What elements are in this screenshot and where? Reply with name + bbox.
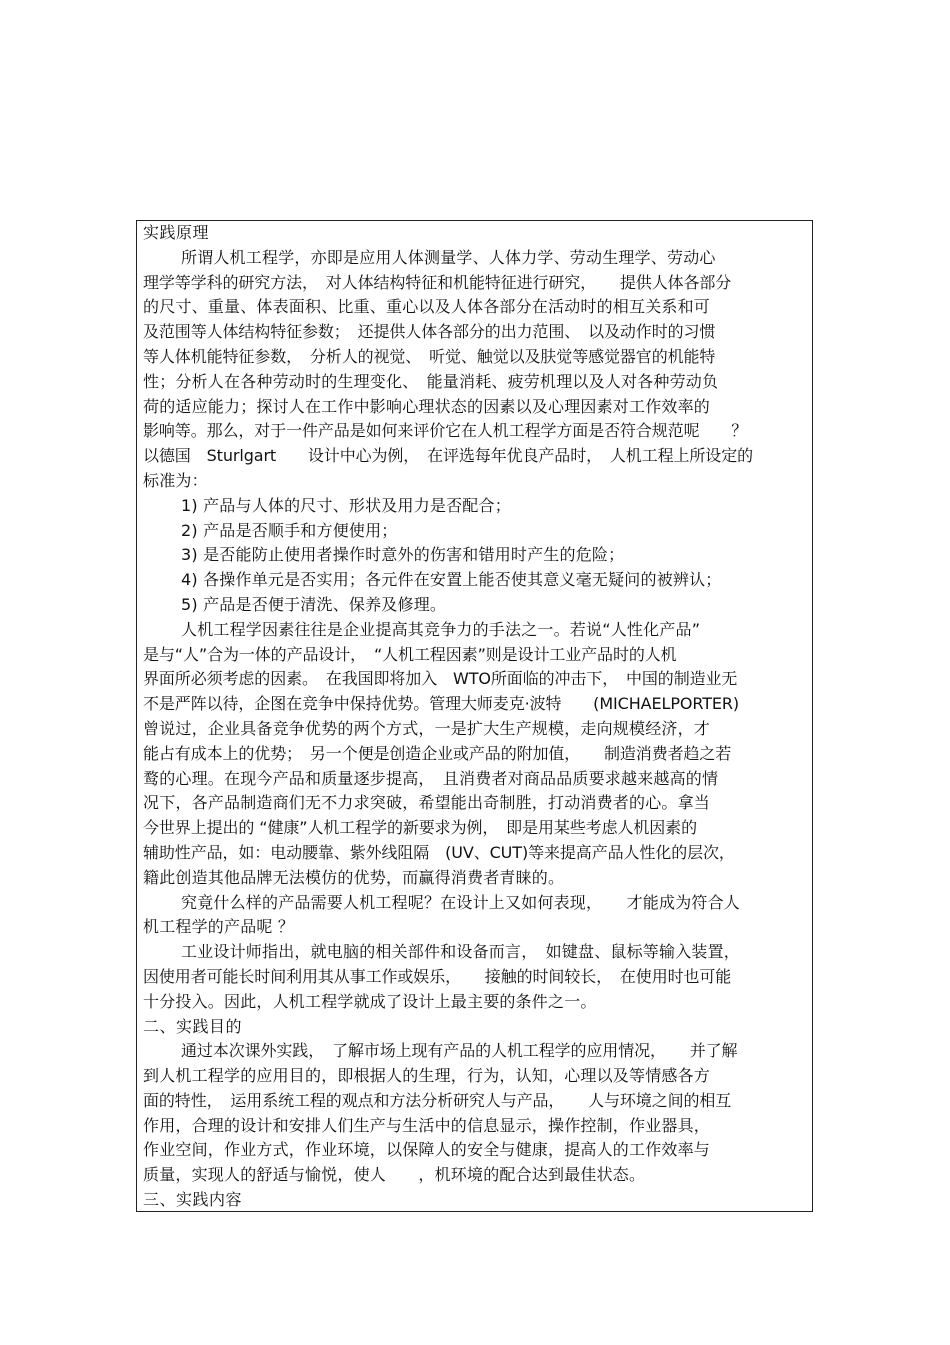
paragraph-line: 标准为：	[143, 470, 208, 490]
paragraph-line: 辅助性产品，如：电动腰靠、紫外线阻隔 (UV、CUT)等来提高产品人性化的层次，	[143, 842, 735, 862]
paragraph-line: 理学等学科的研究方法， 对人体结构特征和机能特征进行研究， 提供人体各部分	[143, 272, 732, 292]
section-heading: 三、实践内容	[143, 1190, 243, 1210]
document-text	[143, 221, 813, 1213]
paragraph-line: 面的特性， 运用系统工程的观点和方法分析研究人与产品， 人与环境之间的相互	[143, 1090, 732, 1110]
paragraph-line: 的尺寸、重量、体表面积、比重、重心以及人体各部分在活动时的相互关系和可	[143, 297, 711, 317]
paragraph-line: 荷的适应能力；探讨人在工作中影响心理状态的因素以及心理因素对工作效率的	[143, 396, 711, 416]
paragraph-line: 鹜的心理。在现今产品和质量逐步提高， 且消费者对商品品质要求越来越高的情	[143, 768, 719, 788]
paragraph-line: 十分投入。因此，人机工程学就成了设计上最主要的条件之一。	[143, 991, 597, 1011]
paragraph-line: 机工程学的产品呢 ？	[143, 917, 295, 937]
paragraph-line: 不是严阵以待，企图在竞争中保持优势。管理大师麦克·波特 (MICHAELPORTER)	[143, 694, 740, 714]
paragraph-line: 籍此创造其他品牌无法模仿的优势，而赢得消费者青睐的。	[143, 867, 565, 887]
paragraph-line: 2) 产品是否顺手和方便使用；	[181, 520, 398, 540]
paragraph-line: 通过本次课外实践， 了解市场上现有产品的人机工程学的应用情况， 并了解	[181, 1041, 738, 1061]
paragraph-line: 况下，各产品制造商们无不力求突破，希望能出奇制胜，打动消费者的心。拿当	[143, 793, 711, 813]
paragraph-line: 以德国 Sturlgart 设计中心为例， 在评选每年优良产品时， 人机工程上所设定的	[143, 446, 754, 466]
paragraph-line: 到人机工程学的应用目的，即根据人的生理，行为，认知，心理以及等情感各方	[143, 1066, 711, 1086]
paragraph-line: 5) 产品是否便于清洗、保养及修理。	[181, 594, 447, 614]
paragraph-line: 因使用者可能长时间利用其从事工作或娱乐， 接触的时间较长， 在使用时也可能	[143, 966, 732, 986]
paragraph-line: 4) 各操作单元是否实用；各元件在安置上能否使其意义毫无疑问的被辨认；	[181, 570, 722, 590]
paragraph-line: 人机工程学因素往往是企业提高其竞争力的手法之一。若说“人性化产品”	[181, 619, 701, 639]
paragraph-line: 影响等。那么，对于一件产品是如何来评价它在人机工程学方面是否符合规范呢 ？	[143, 421, 748, 441]
paragraph-line: 及范围等人体结构特征参数； 还提供人体各部分的出力范围、 以及动作时的习惯	[143, 322, 716, 342]
section-heading: 二、实践目的	[143, 1016, 243, 1036]
paragraph-line: 是与“人”合为一体的产品设计， “人机工程因素”则是设计工业产品时的人机	[143, 644, 677, 664]
section-heading: 实践原理	[143, 223, 210, 242]
paragraph-line: 曾说过，企业具备竞争优势的两个方式，一是扩大生产规模，走向规模经济，才	[143, 718, 711, 738]
paragraph-line: 所谓人机工程学，亦即是应用人体测量学、人体力学、劳动生理学、劳动心	[181, 247, 716, 267]
paragraph-line: 等人体机能特征参数， 分析人的视觉、 听觉、触觉以及肤觉等感觉器官的机能特	[143, 346, 716, 366]
paragraph-line: 作用，合理的设计和安排人们生产与生活中的信息显示，操作控制，作业器具，	[143, 1115, 711, 1135]
paragraph-line: 今世界上提出的 “健康”人机工程学的新要求为例， 即是用某些考虑人机因素的	[143, 818, 697, 838]
paragraph-line: 1) 产品与人体的尺寸、形状及用力是否配合；	[181, 495, 511, 515]
paragraph-line: 界面所必须考虑的因素。 在我国即将加入 WTO所面临的冲击下， 中国的制造业无	[143, 669, 738, 689]
paragraph-line: 究竟什么样的产品需要人机工程呢？在设计上又如何表现， 才能成为符合人	[181, 892, 741, 912]
paragraph-line: 质量，实现人的舒适与愉悦，使人 ，机环境的配合达到最佳状态。	[143, 1165, 646, 1185]
paragraph-line: 性；分析人在各种劳动时的生理变化、 能量消耗、疲劳机理以及人对各种劳动负	[143, 371, 719, 391]
paragraph-line: 3) 是否能防止使用者操作时意外的伤害和错用时产生的危险；	[181, 545, 625, 565]
paragraph-line: 能占有成本上的优势； 另一个便是创造企业或产品的附加值， 制造消费者趋之若	[143, 743, 732, 763]
paragraph-line: 工业设计师指出，就电脑的相关部件和设备而言， 如键盘、鼠标等输入装置，	[181, 942, 741, 962]
paragraph-line: 作业空间，作业方式，作业环境，以保障人的安全与健康，提高人的工作效率与	[143, 1140, 711, 1160]
document-frame	[136, 220, 813, 1212]
